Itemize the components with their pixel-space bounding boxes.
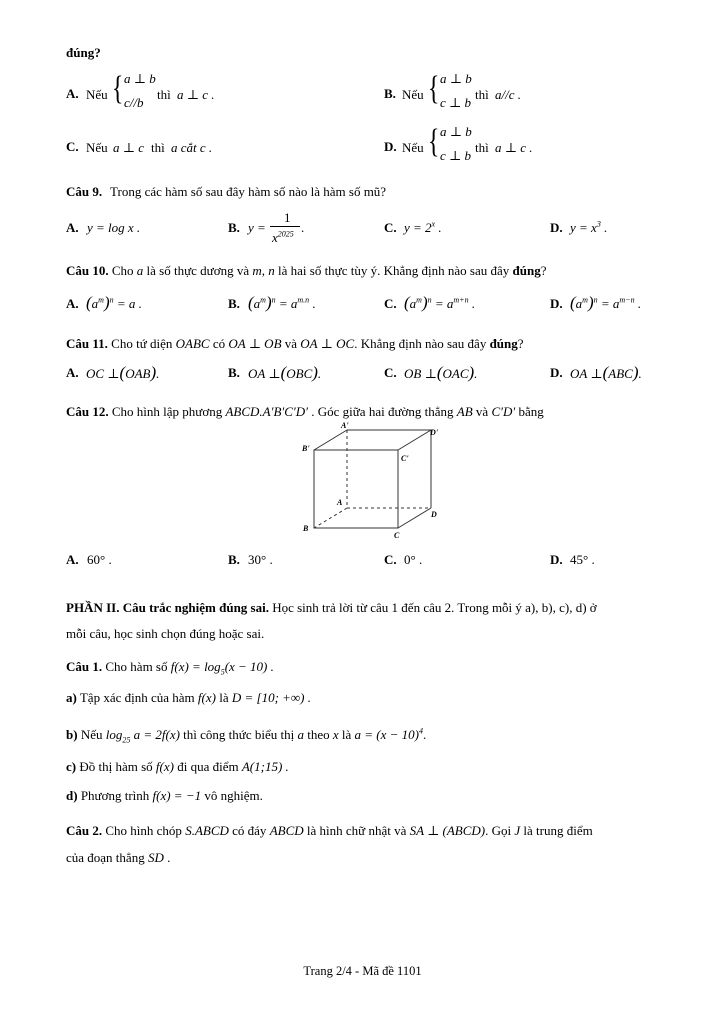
question-text: Câu 12. Cho hình lập phương ABCD.A′B′C′D′ . Góc giữa hai đường thẳng AB và C′D′ bằng: [66, 404, 544, 419]
option-text: thì: [151, 140, 165, 155]
option-label: B.: [228, 365, 240, 380]
option-text: thì: [475, 87, 489, 102]
hidden-edge: [314, 508, 347, 528]
option-expression: OA ⊥(OBC).: [248, 363, 322, 382]
brace-symbol: {: [428, 70, 440, 107]
option-label: A.: [66, 220, 79, 235]
vertex-label: D: [431, 510, 437, 519]
option-text: thì: [475, 140, 489, 155]
part-2-line-2: mỗi câu, học sinh chọn đúng hoặc sai.: [66, 626, 265, 641]
cube-edge: [398, 508, 431, 528]
vertex-label: C: [394, 531, 400, 540]
option-result: a ⊥ c .: [495, 140, 533, 155]
question-text: Câu 1. Cho hàm số $f(x) = \log_5(x - 10)$ .: [66, 659, 274, 677]
option-result: a ⊥ c .: [177, 87, 215, 102]
vertex-label: B: [303, 524, 309, 533]
cube-figure: [290, 420, 460, 542]
system-row-2: c ⊥ b: [440, 148, 471, 163]
option-result: a cắt c .: [171, 140, 213, 155]
option-label: D.: [550, 365, 563, 380]
vertex-label: A': [341, 421, 349, 430]
option-text: Nếu: [86, 140, 108, 155]
option-label: C.: [384, 220, 397, 235]
option-label: D.: [550, 220, 563, 235]
option-label: A.: [66, 86, 79, 101]
option-expression: OA ⊥(ABC).: [570, 363, 642, 382]
option-label: A.: [66, 296, 79, 311]
option-label: B.: [384, 86, 396, 101]
system-row-1: a ⊥ b: [440, 71, 472, 86]
fraction-numerator: 1: [284, 210, 291, 225]
option-punct: .: [301, 220, 305, 235]
question-text: Trong các hàm số sau đây hàm số nào là hàm số mũ?: [110, 184, 387, 199]
option-expression: $y = 2^x$ .: [404, 219, 442, 235]
option-expression: $(a^m)^n = a^{m+n}$ .: [404, 293, 476, 312]
system-row-1: a ⊥ b: [440, 124, 472, 139]
page-footer: Trang 2/4 - Mã đề 1101: [303, 964, 422, 978]
cube-edge: [314, 430, 347, 450]
option-result: a//c .: [495, 87, 521, 102]
option-expression: OB ⊥(OAC).: [404, 363, 478, 382]
option-text: Nếu: [86, 87, 108, 102]
vertex-label: B': [302, 444, 310, 453]
option-expression: OC ⊥(OAB).: [86, 363, 160, 382]
option-text: Nếu: [402, 87, 424, 102]
option-label: B.: [228, 296, 240, 311]
system-row-2: c ⊥ b: [440, 95, 471, 110]
option-expression: $y = x^3$ .: [570, 219, 608, 235]
cube-front-face: [314, 450, 398, 528]
option-condition: a ⊥ c: [113, 140, 144, 155]
option-label: C.: [66, 139, 79, 154]
fraction-denominator: $x^{2025}$: [272, 229, 294, 245]
option-expression: $(a^m)^n = a^{m.n}$ .: [248, 293, 316, 312]
option-label: A.: [66, 365, 79, 380]
option-label: B.: [228, 220, 240, 235]
vertex-label: A: [337, 498, 343, 507]
statement-d: d) Phương trình f(x) = −1 vô nghiệm.: [66, 788, 263, 803]
option-expression: $(a^m)^n = a^{m-n}$ .: [570, 293, 642, 312]
statement-c: c) Đồ thị hàm số f(x) đi qua điểm A(1;15) .: [66, 759, 289, 774]
option-label: D.: [550, 296, 563, 311]
question-continuation: đúng?: [66, 45, 101, 60]
option-expression: y = log x .: [87, 220, 141, 235]
question-text: Câu 11. Cho tứ diện OABC có OA ⊥ OB và OA ⊥ OC. Khẳng định nào sau đây đúng?: [66, 336, 524, 351]
fraction-bar: [270, 226, 300, 227]
option-label: A.: [66, 552, 79, 567]
vertex-label: D': [430, 428, 438, 437]
option-value: 30° .: [248, 552, 273, 567]
option-expression: $(a^m)^n = a$ .: [86, 293, 142, 312]
option-label: C.: [384, 552, 397, 567]
question-number: Câu 9.: [66, 184, 103, 199]
system-row-1: a ⊥ b: [124, 71, 156, 86]
option-label: D.: [550, 552, 563, 567]
option-value: 0° .: [404, 552, 423, 567]
vertex-label: C': [401, 454, 409, 463]
statement-a: a) Tập xác định của hàm f(x) là D = [10; +∞) .: [66, 690, 312, 705]
option-label: D.: [384, 139, 397, 154]
option-label: C.: [384, 365, 397, 380]
option-text: thì: [157, 87, 171, 102]
option-value: 45° .: [570, 552, 595, 567]
statement-b: b) Nếu $\log_{25} a = 2f(x)$ thì công thức biểu thị a theo x là $a = (x - 10)^4$.: [66, 726, 427, 745]
question-text: Câu 10. Cho a là số thực dương và m, n là hai số thực tùy ý. Khẳng định nào sau đây đúng?: [66, 263, 547, 278]
option-expression: y =: [248, 220, 266, 235]
brace-symbol: {: [112, 70, 124, 107]
question-text-line-2: của đoạn thẳng SD .: [66, 850, 171, 865]
option-value: 60° .: [87, 552, 112, 567]
option-text: Nếu: [402, 140, 424, 155]
brace-symbol: {: [428, 123, 440, 160]
system-row-2: c//b: [124, 95, 144, 110]
cube-edge: [398, 430, 431, 450]
option-label: C.: [384, 296, 397, 311]
part-2-line-1: PHẦN II. Câu trắc nghiệm đúng sai. Học sinh trả lời từ câu 1 đến câu 2. Trong mỗi ý a), b), c), d) ở: [66, 600, 597, 615]
question-text-line-1: Câu 2. Cho hình chóp S.ABCD có đáy ABCD là hình chữ nhật và SA ⊥ (ABCD). Gọi J là trung điểm: [66, 823, 593, 838]
option-label: B.: [228, 552, 240, 567]
